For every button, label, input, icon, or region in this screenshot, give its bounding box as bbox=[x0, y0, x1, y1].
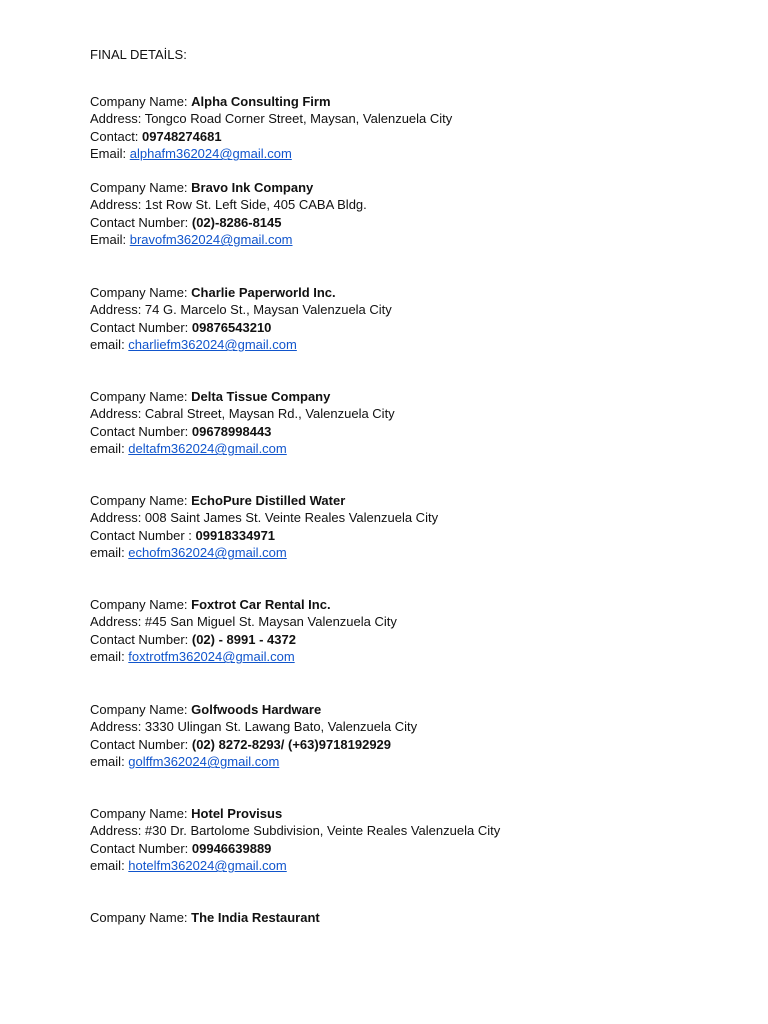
company-name: Foxtrot Car Rental Inc. bbox=[191, 597, 331, 612]
company-entry-hotel bbox=[90, 805, 500, 875]
email-link[interactable]: charliefm362024@gmail.com bbox=[128, 337, 297, 353]
company-entry-echo bbox=[90, 492, 438, 562]
contact-label: Contact Number: bbox=[90, 423, 192, 439]
company-name: The India Restaurant bbox=[191, 910, 320, 925]
address-label: Address: bbox=[90, 823, 145, 839]
company-name-line bbox=[90, 179, 367, 196]
company-entry-charlie bbox=[90, 284, 392, 354]
email-link[interactable]: hotelfm362024@gmail.com bbox=[128, 858, 287, 874]
contact-label: Contact Number : bbox=[90, 527, 196, 543]
company-name-line bbox=[90, 388, 395, 405]
address-line bbox=[90, 509, 438, 526]
company-name-line bbox=[90, 93, 452, 110]
contact-line bbox=[90, 736, 417, 753]
contact-line bbox=[90, 128, 452, 145]
company-entry-golf bbox=[90, 701, 417, 771]
contact-line bbox=[90, 840, 500, 857]
address-label: Address: bbox=[90, 614, 145, 630]
email-line bbox=[90, 857, 500, 874]
contact-line bbox=[90, 319, 392, 336]
address-value: 3330 Ulingan St. Lawang Bato, Valenzuela City bbox=[144, 719, 418, 735]
company-name: Hotel Provisus bbox=[191, 806, 283, 821]
address-value: 1st Row St. Left Side, 405 CABA Bldg. bbox=[144, 197, 367, 213]
address-line bbox=[90, 822, 500, 839]
address-line bbox=[90, 110, 452, 127]
company-name: Charlie Paperworld Inc. bbox=[191, 285, 336, 300]
email-link[interactable]: echofm362024@gmail.com bbox=[128, 545, 287, 561]
contact-line bbox=[90, 423, 395, 440]
contact-label: Contact Number: bbox=[90, 319, 192, 335]
company-name-line bbox=[90, 909, 320, 926]
email-label: email: bbox=[90, 545, 129, 561]
email-link[interactable]: deltafm362024@gmail.com bbox=[128, 441, 287, 457]
company-entry-delta bbox=[90, 388, 395, 458]
contact-line bbox=[90, 527, 438, 544]
email-label: Email: bbox=[90, 232, 130, 248]
contact-label: Contact Number: bbox=[90, 840, 192, 856]
email-line bbox=[90, 231, 367, 248]
contact-value: 09918334971 bbox=[195, 527, 276, 543]
email-link[interactable]: bravofm362024@gmail.com bbox=[129, 232, 293, 248]
email-label: Email: bbox=[90, 146, 130, 162]
company-entry-foxtrot bbox=[90, 596, 397, 666]
address-label: Address: bbox=[90, 406, 145, 422]
contact-value: 09748274681 bbox=[142, 128, 222, 144]
email-label: email: bbox=[90, 649, 129, 665]
email-line bbox=[90, 544, 438, 561]
company-name-line bbox=[90, 284, 392, 301]
address-value: Cabral Street, Maysan Rd., Valenzuela City bbox=[144, 406, 395, 422]
email-line bbox=[90, 648, 397, 665]
company-name-label: Company Name: bbox=[90, 285, 192, 300]
company-name-line bbox=[90, 492, 438, 509]
address-label: Address: bbox=[90, 197, 145, 213]
contact-line bbox=[90, 631, 397, 648]
company-name-label: Company Name: bbox=[90, 180, 192, 195]
company-name-line bbox=[90, 701, 417, 718]
email-line bbox=[90, 145, 452, 162]
email-label: email: bbox=[90, 337, 129, 353]
email-link[interactable]: golffm362024@gmail.com bbox=[128, 754, 280, 770]
company-name-label: Company Name: bbox=[90, 389, 192, 404]
contact-label: Contact Number: bbox=[90, 736, 192, 752]
company-name-label: Company Name: bbox=[90, 910, 192, 925]
email-link[interactable]: alphafm362024@gmail.com bbox=[129, 146, 292, 162]
email-label: email: bbox=[90, 858, 129, 874]
contact-value: (02) - 8991 - 4372 bbox=[191, 631, 296, 647]
contact-line bbox=[90, 214, 367, 231]
email-label: email: bbox=[90, 754, 129, 770]
contact-value: 09876543210 bbox=[191, 319, 272, 335]
address-line bbox=[90, 718, 417, 735]
company-name-label: Company Name: bbox=[90, 493, 192, 508]
contact-value: (02) 8272-8293/ (+63)9718192929 bbox=[191, 736, 392, 752]
address-line bbox=[90, 196, 367, 213]
company-name-label: Company Name: bbox=[90, 702, 192, 717]
company-name: Golfwoods Hardware bbox=[191, 702, 322, 717]
address-value: Tongco Road Corner Street, Maysan, Valenzuela City bbox=[144, 111, 453, 127]
address-label: Address: bbox=[90, 302, 145, 318]
email-line bbox=[90, 336, 392, 353]
contact-value: 09946639889 bbox=[191, 840, 272, 856]
address-line bbox=[90, 613, 397, 630]
contact-value: 09678998443 bbox=[191, 423, 272, 439]
company-entry-alpha bbox=[90, 93, 452, 163]
company-entry-india bbox=[90, 909, 320, 926]
company-name-label: Company Name: bbox=[90, 806, 192, 821]
address-label: Address: bbox=[90, 111, 145, 127]
company-name: Bravo Ink Company bbox=[191, 180, 314, 195]
email-line bbox=[90, 440, 395, 457]
company-name: EchoPure Distilled Water bbox=[191, 493, 346, 508]
company-name-line bbox=[90, 596, 397, 613]
company-name-label: Company Name: bbox=[90, 597, 192, 612]
address-value: 74 G. Marcelo St., Maysan Valenzuela City bbox=[144, 302, 392, 318]
email-line bbox=[90, 753, 417, 770]
company-name: Delta Tissue Company bbox=[191, 389, 331, 404]
address-line bbox=[90, 301, 392, 318]
address-line bbox=[90, 405, 395, 422]
contact-label: Contact Number: bbox=[90, 631, 192, 647]
company-entry-bravo bbox=[90, 179, 367, 249]
address-label: Address: bbox=[90, 719, 145, 735]
email-link[interactable]: foxtrotfm362024@gmail.com bbox=[128, 649, 295, 665]
email-label: email: bbox=[90, 441, 129, 457]
company-name-line bbox=[90, 805, 500, 822]
company-name: Alpha Consulting Firm bbox=[191, 94, 331, 109]
address-value: #30 Dr. Bartolome Subdivision, Veinte Reales Valenzuela City bbox=[144, 823, 501, 839]
address-label: Address: bbox=[90, 510, 145, 526]
contact-value: (02)-8286-8145 bbox=[191, 214, 282, 230]
address-value: 008 Saint James St. Veinte Reales Valenzuela City bbox=[144, 510, 439, 526]
contact-label: Contact: bbox=[90, 128, 143, 144]
page-heading: FINAL DETAİLS: bbox=[90, 47, 187, 62]
address-value: #45 San Miguel St. Maysan Valenzuela City bbox=[144, 614, 397, 630]
contact-label: Contact Number: bbox=[90, 214, 192, 230]
company-name-label: Company Name: bbox=[90, 94, 192, 109]
